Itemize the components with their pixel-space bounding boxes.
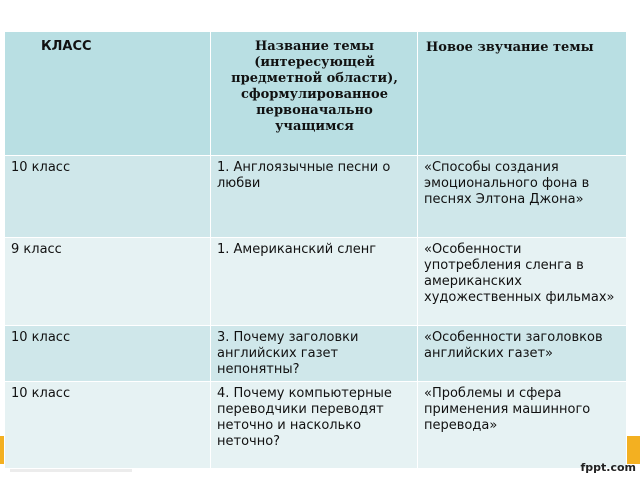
header-grade: КЛАСС [5,32,211,156]
new-topic-cell: «Способы создания эмоционального фона в песнях Элтона Джона» [418,156,627,238]
table-header-row [5,32,627,156]
grade-cell: 10 класс [5,326,211,382]
table-row [5,156,627,238]
new-topic-cell: «Особенности заголовков английских газет» [418,326,627,382]
topics-table [4,31,627,469]
grade-cell: 10 класс [5,382,211,469]
grade-cell: 10 класс [5,156,211,238]
header-original-topic: Название темы (интересующей предметной области), сформулированное первоначально учащимся [211,32,418,156]
original-topic-cell: 1. Англоязычные песни о любви [211,156,418,238]
new-topic-cell: «Проблемы и сфера применения машинного перевода» [418,382,627,469]
table-row [5,382,627,469]
grade-cell: 9 класс [5,238,211,326]
original-topic-cell: 3. Почему заголовки английских газет непонятны? [211,326,418,382]
watermark-logo: fppt.com [580,461,636,474]
original-topic-cell: 4. Почему компьютерные переводчики переводят неточно и насколько неточно? [211,382,418,469]
table-row [5,326,627,382]
accent-band-right [626,436,640,464]
new-topic-cell: «Особенности употребления сленга в американских художественных фильмах» [418,238,627,326]
header-new-topic: Новое звучание темы [418,32,627,156]
table-row [5,238,627,326]
original-topic-cell: 1. Американский сленг [211,238,418,326]
